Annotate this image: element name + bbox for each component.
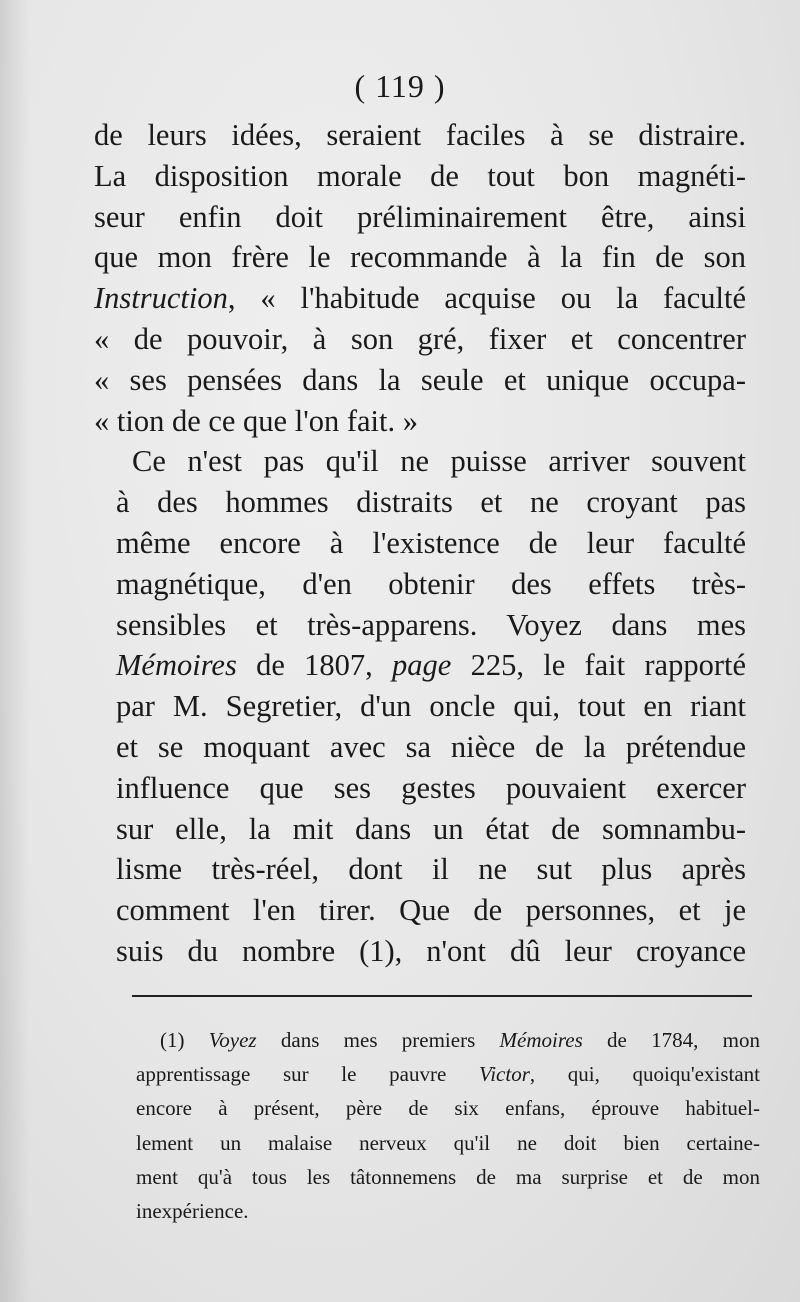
body-text-segment: Ce n'est pas qu'il ne puisse arriver souvent [132,444,746,479]
footnote-text-segment: ment qu'à tous les tâtonnemens de ma surprise et de mon [136,1164,760,1189]
body-text-segment: par M. Segretier, d'un oncle qui, tout en riant [116,689,746,724]
body-text-segment: que mon frère le recommande à la fin de son [94,240,746,275]
body-line [94,319,746,360]
body-line [94,441,746,482]
body-text-segment: influence que ses gestes pouvaient exercer [116,770,746,805]
body-line [94,686,746,727]
body-text-segment: , « l'habitude acquise ou la faculté [227,281,746,316]
body-text-segment: « ses pensées dans la seule et unique occupa- [94,362,746,397]
footnote-text-segment: Mémoires [499,1028,583,1052]
body-line [94,237,746,278]
footnote-text-segment: Victor [478,1062,530,1087]
footnote-line [136,1023,760,1057]
body-line [94,890,746,931]
body-line [94,645,746,686]
body-text-segment: Mémoires [116,648,237,683]
body-text-segment: de 1807, [236,648,393,683]
footnote-text-segment: lement un malaise nerveux qu'il ne doit bien certaine- [136,1130,760,1155]
body-text [94,115,746,972]
page-number: ( 119 ) [354,68,446,104]
footnote-text-segment: , qui, quoiqu'existant [529,1062,760,1087]
body-text-segment: « de pouvoir, à son gré, fixer et concentrer [94,321,746,356]
body-line [94,727,746,768]
footnote-text-segment: (1) [160,1028,209,1052]
body-line [94,156,746,197]
body-line [94,605,746,646]
body-text-segment: 225, le fait rapporté [451,648,746,683]
footnote-line [136,1126,760,1160]
body-text-segment: La disposition morale de tout bon magnéti- [94,158,746,193]
footnote-text-segment: dans mes premiers [256,1028,500,1052]
footnote-line [136,1160,760,1194]
body-line [94,115,746,156]
body-text-segment: suis du nombre (1), n'ont dû leur croyance [116,933,746,968]
body-text-segment: de leurs idées, seraient faciles à se distraire. [94,118,746,152]
footnote-line [136,1091,760,1125]
body-text-segment: magnétique, d'en obtenir des effets très- [116,566,746,601]
body-line [94,523,746,564]
body-text-segment: sur elle, la mit dans un état de somnambu- [116,811,746,846]
body-text-segment: « tion de ce que l'on fait. » [94,403,418,438]
body-text-segment: lisme très-réel, dont il ne sut plus après [116,852,746,887]
body-text-segment: comment l'en tirer. Que de personnes, et je [116,893,746,928]
body-text-segment: à des hommes distraits et ne croyant pas [116,485,746,520]
footnote-text-segment: encore à présent, père de six enfans, éprouve habituel- [136,1096,760,1121]
body-line [94,809,746,850]
footnote-text-segment: de 1784, mon [582,1028,761,1052]
body-line [94,768,746,809]
body-line [94,849,746,890]
body-text-segment: page [392,648,452,683]
body-line [94,482,746,523]
footnote-divider [132,995,752,997]
footnote-text-segment: Voyez [208,1028,257,1052]
footnote-line [136,1057,760,1091]
footnote-text-segment: apprentissage sur le pauvre [136,1062,479,1087]
body-line [94,401,746,442]
footnote [136,1023,760,1228]
body-text-segment: seur enfin doit préliminairement être, ainsi [94,199,746,234]
body-line [94,564,746,605]
body-line [94,931,746,972]
footnote-line [136,1194,760,1228]
body-text-segment: Instruction [94,281,228,316]
body-text-segment: sensibles et très-apparens. Voyez dans mes [116,607,746,642]
body-line [94,360,746,401]
body-text-segment: et se moquant avec sa nièce de la prétendue [116,729,746,764]
footnote-text-segment: inexpérience. [136,1198,249,1223]
body-line [94,197,746,238]
body-line [94,278,746,319]
body-text-segment: même encore à l'existence de leur faculté [116,525,746,560]
